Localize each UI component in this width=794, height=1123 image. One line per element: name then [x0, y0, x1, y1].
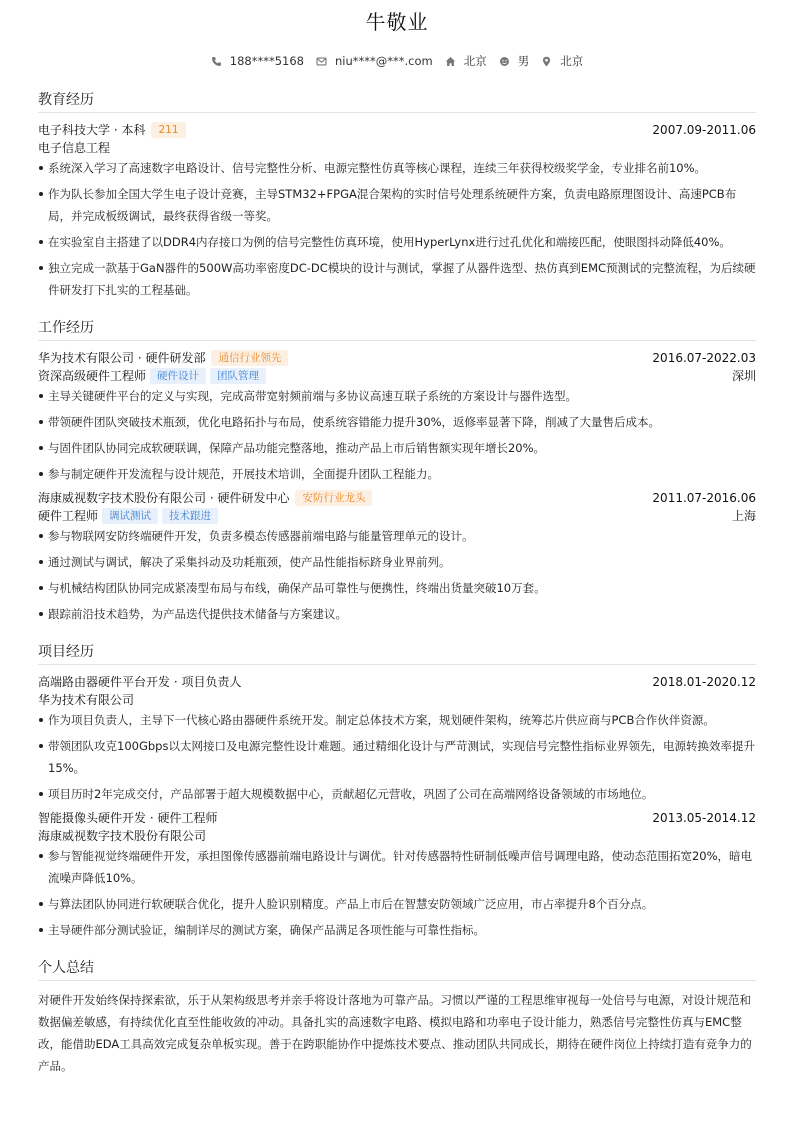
company-name: 海康威视数字技术股份有限公司 · 硬件研发中心 [38, 491, 290, 505]
list-item: 作为队长参加全国大学生电子设计竞赛，主导STM32+FPGA混合架构的实时信号处理系统硬件方案，负责电路原理图设计、高速PCB布局，并完成板级调试，最终获得省级一等奖。 [38, 183, 756, 227]
school-tag: 211 [151, 122, 185, 138]
email-text: niu****@***.com [334, 54, 433, 68]
project-name: 智能摄像头硬件开发 · 硬件工程师 [38, 811, 218, 825]
project-bullets [38, 709, 756, 805]
project-org-row [38, 827, 756, 845]
list-item: 通过测试与调试，解决了采集抖动及功耗瓶颈，使产品性能指标跻身业界前列。 [38, 551, 756, 573]
contact-hometown [445, 53, 487, 69]
list-item: 在实验室自主搭建了以DDR4内存接口为例的信号完整性仿真环境，使用HyperLynx进行过孔优化和端接匹配，使眼图抖动降低40%。 [38, 231, 756, 253]
project-date: 2013.05-2014.12 [652, 811, 756, 825]
school-name: 电子科技大学 · 本科 [38, 123, 146, 137]
education-bullets [38, 157, 756, 301]
list-item: 带领团队攻克100Gbps以太网接口及电源完整性设计难题。通过精细化设计与严苛测试，实现信号完整性指标业界领先，电源转换效率提升15%。 [38, 735, 756, 779]
candidate-name: 牛敬业 [365, 10, 429, 34]
location-icon [541, 56, 552, 67]
project-date: 2018.01-2020.12 [652, 675, 756, 689]
list-item: 与算法团队协同进行软硬联合优化，提升人脸识别精度。产品上市后在智慧安防领域广泛应用，市占率提升8个百分点。 [38, 893, 756, 915]
project-head [38, 809, 756, 827]
list-item: 作为项目负责人，主导下一代核心路由器硬件系统开发。制定总体技术方案，规划硬件架构，统筹芯片供应商与PCB合作伙伴资源。 [38, 709, 756, 731]
job-date: 2011.07-2016.06 [652, 491, 756, 505]
list-item: 独立完成一款基于GaN器件的500W高功率密度DC-DC模块的设计与测试，掌握了从器件选型、热仿真到EMC预测试的完整流程，为后续硬件研发打下扎实的工程基础。 [38, 257, 756, 301]
job-date: 2016.07-2022.03 [652, 351, 756, 365]
project-head [38, 673, 756, 691]
company-name: 华为技术有限公司 · 硬件研发部 [38, 351, 206, 365]
list-item: 参与制定硬件开发流程与设计规范，开展技术培训，全面提升团队工程能力。 [38, 463, 756, 485]
section-title: 项目经历 [38, 641, 756, 665]
job-head [38, 349, 756, 367]
list-item: 参与智能视觉终端硬件开发，承担图像传感器前端电路设计与调优。针对传感器特性研制低噪声信号调理电路，使动态范围拓宽20%，暗电流噪声降低10%。 [38, 845, 756, 889]
project-bullets [38, 845, 756, 941]
skill-tag: 调试测试 [102, 508, 158, 524]
job-head [38, 489, 756, 507]
list-item: 项目历时2年完成交付，产品部署于超大规模数据中心，贡献超亿元营收，巩固了公司在高端网络设备领域的市场地位。 [38, 783, 756, 805]
project-org: 华为技术有限公司 [38, 693, 135, 707]
home-icon [445, 56, 456, 67]
section-title: 个人总结 [38, 957, 756, 981]
contact-bar [38, 52, 756, 70]
gender-text: 男 [517, 54, 530, 68]
job-role: 硬件工程师 [38, 509, 99, 523]
education-major [38, 139, 756, 157]
company-tag: 通信行业领先 [211, 350, 288, 366]
section-title: 工作经历 [38, 317, 756, 341]
job-role-row [38, 367, 756, 385]
job-city: 上海 [731, 509, 756, 523]
section-title: 教育经历 [38, 89, 756, 113]
job-role: 资深高级硬件工程师 [38, 369, 147, 383]
contact-email [316, 54, 433, 68]
project-org-row [38, 691, 756, 709]
list-item: 跟踪前沿技术趋势，为产品迭代提供技术储备与方案建议。 [38, 603, 756, 625]
job-bullets [38, 525, 756, 625]
location-text: 北京 [560, 54, 584, 68]
education-section [38, 89, 756, 305]
list-item: 与固件团队协同完成软硬联调，保障产品功能完整落地，推动产品上市后销售额实现年增长20%。 [38, 437, 756, 459]
list-item: 与机械结构团队协同完成紧凑型布局与布线，确保产品可靠性与便携性，终端出货量突破10万套。 [38, 577, 756, 599]
project-org: 海康威视数字技术股份有限公司 [38, 829, 207, 843]
company-tag: 安防行业龙头 [295, 490, 372, 506]
major-text: 电子信息工程 [38, 141, 111, 155]
projects-section [38, 641, 756, 945]
project-name: 高端路由器硬件平台开发 · 项目负责人 [38, 675, 242, 689]
list-item: 带领硬件团队突破技术瓶颈，优化电路拓扑与布局，使系统容错能力提升30%，返修率显著下降，削减了大量售后成本。 [38, 411, 756, 433]
list-item: 主导关键硬件平台的定义与实现，完成高带宽射频前端与多协议高速互联子系统的方案设计与器件选型。 [38, 385, 756, 407]
skill-tag: 团队管理 [210, 368, 266, 384]
education-head [38, 121, 756, 139]
contact-gender [499, 53, 530, 69]
mail-icon [316, 56, 327, 67]
list-item: 参与物联网安防终端硬件开发，负责多模态传感器前端电路与能量管理单元的设计。 [38, 525, 756, 547]
hometown-text: 北京 [463, 54, 487, 68]
job-bullets [38, 385, 756, 485]
list-item: 主导硬件部分测试验证，编制详尽的测试方案，确保产品满足各项性能与可靠性指标。 [38, 919, 756, 941]
summary-text: 对硬件开发始终保持探索欲，乐于从架构级思考并亲手将设计落地为可靠产品。习惯以严谨的工程思维审视每一处信号与电源，对设计规范和数据偏差敏感，有持续优化直至性能收敛的冲动。具备扎实的高速数字电路、模拟电路和功率电子设计能力，熟悉信号完整性仿真与EMC整改，能借助EDA工具高效完成复杂单板实现。善于在跨职能协作中提炼技术要点、推动团队共同成长，期待在硬件岗位上持续打造有竞争力的产品。 [38, 993, 752, 1073]
summary-section [38, 957, 756, 1077]
job-role-row [38, 507, 756, 525]
phone-icon [211, 56, 222, 67]
gender-icon [499, 56, 510, 67]
phone-text: 188****5168 [229, 54, 304, 68]
work-section [38, 317, 756, 629]
list-item: 系统深入学习了高速数字电路设计、信号完整性分析、电源完整性仿真等核心课程，连续三年获得校级奖学金，专业排名前10%。 [38, 157, 756, 179]
education-date: 2007.09-2011.06 [652, 123, 756, 137]
skill-tag: 硬件设计 [150, 368, 206, 384]
skill-tag: 技术跟进 [162, 508, 218, 524]
contact-phone [211, 54, 304, 68]
job-city: 深圳 [731, 369, 756, 383]
contact-location [541, 53, 583, 69]
